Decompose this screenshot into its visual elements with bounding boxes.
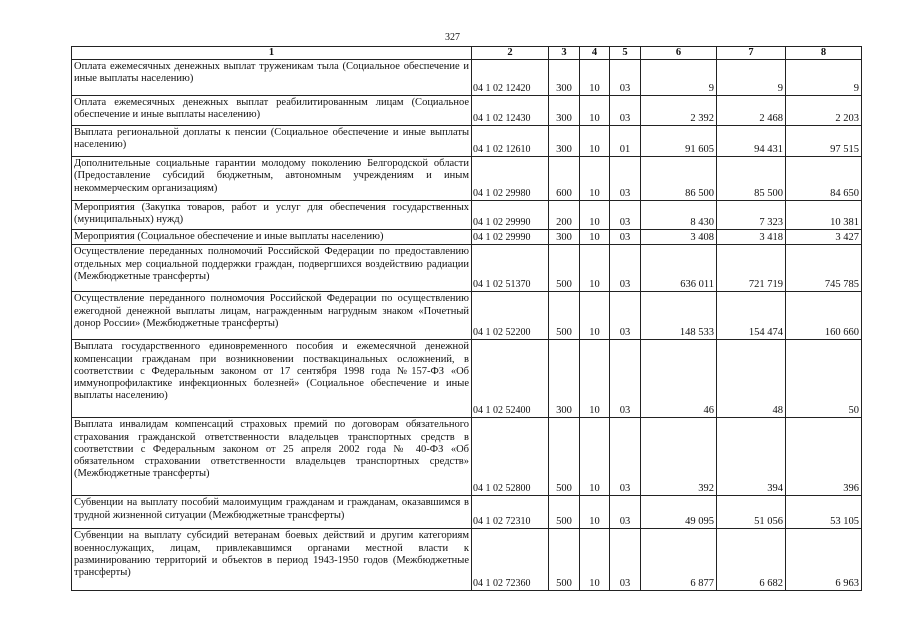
table-row	[72, 126, 862, 157]
row-rz: 10	[580, 418, 610, 496]
table-row	[72, 157, 862, 201]
row-year1: 9	[641, 60, 717, 96]
row-code: 04 1 02 29990	[472, 230, 549, 245]
row-code: 04 1 02 12420	[472, 60, 549, 96]
row-year2: 51 056	[717, 496, 786, 529]
row-code: 04 1 02 72310	[472, 496, 549, 529]
row-rz: 10	[580, 157, 610, 201]
header-col-4: 4	[580, 47, 610, 60]
row-year1: 86 500	[641, 157, 717, 201]
row-pr: 03	[610, 529, 641, 591]
row-year2: 394	[717, 418, 786, 496]
row-pr: 03	[610, 230, 641, 245]
row-year1: 2 392	[641, 96, 717, 126]
row-pr: 03	[610, 418, 641, 496]
row-pr: 03	[610, 245, 641, 292]
row-year2: 7 323	[717, 201, 786, 230]
table-row	[72, 292, 862, 340]
row-code: 04 1 02 72360	[472, 529, 549, 591]
row-year1: 91 605	[641, 126, 717, 157]
row-year3: 9	[786, 60, 862, 96]
row-code: 04 1 02 52200	[472, 292, 549, 340]
row-rz: 10	[580, 245, 610, 292]
row-code: 04 1 02 12610	[472, 126, 549, 157]
row-name: Выплата инвалидам компенсаций страховых премий по договорам обязательного страхования гражданской ответственности владельцев транспортных средств в соответствии с Федеральным законом от 25 апреля 2002 года № 40-ФЗ «Об обязательном страховании ответственности владельцев транспортных средств» (Межбюджетные трансферты)	[72, 418, 472, 496]
row-year2: 6 682	[717, 529, 786, 591]
row-code: 04 1 02 51370	[472, 245, 549, 292]
row-year1: 46	[641, 340, 717, 418]
row-vr: 200	[549, 201, 580, 230]
header-col-5: 5	[610, 47, 641, 60]
row-pr: 03	[610, 96, 641, 126]
row-pr: 03	[610, 60, 641, 96]
row-year2: 154 474	[717, 292, 786, 340]
row-vr: 300	[549, 230, 580, 245]
row-year1: 8 430	[641, 201, 717, 230]
row-year2: 94 431	[717, 126, 786, 157]
table-row	[72, 60, 862, 96]
row-vr: 500	[549, 292, 580, 340]
row-name: Выплата региональной доплаты к пенсии (Социальное обеспечение и иные выплаты населению)	[72, 126, 472, 157]
header-col-6: 6	[641, 47, 717, 60]
row-rz: 10	[580, 230, 610, 245]
table-row	[72, 529, 862, 591]
header-row	[72, 47, 862, 60]
header-col-3: 3	[549, 47, 580, 60]
table-row	[72, 201, 862, 230]
row-year3: 2 203	[786, 96, 862, 126]
row-year3: 50	[786, 340, 862, 418]
row-year3: 3 427	[786, 230, 862, 245]
table-row	[72, 496, 862, 529]
table-row	[72, 340, 862, 418]
row-year2: 721 719	[717, 245, 786, 292]
row-year1: 392	[641, 418, 717, 496]
row-name: Дополнительные социальные гарантии молодому поколению Белгородской области (Предоставление субсидий бюджетным, автономным учреждениям и иным некоммерческим организациям)	[72, 157, 472, 201]
row-rz: 10	[580, 496, 610, 529]
header-col-2: 2	[472, 47, 549, 60]
row-code: 04 1 02 29980	[472, 157, 549, 201]
header-col-7: 7	[717, 47, 786, 60]
header-col-1: 1	[72, 47, 472, 60]
row-rz: 10	[580, 292, 610, 340]
row-vr: 500	[549, 418, 580, 496]
row-rz: 10	[580, 60, 610, 96]
row-name: Оплата ежемесячных денежных выплат труженикам тыла (Социальное обеспечение и иные выплаты населению)	[72, 60, 472, 96]
row-pr: 03	[610, 496, 641, 529]
row-code: 04 1 02 52400	[472, 340, 549, 418]
row-name: Субвенции на выплату пособий малоимущим гражданам и гражданам, оказавшимся в трудной жизненной ситуации (Межбюджетные трансферты)	[72, 496, 472, 529]
row-rz: 10	[580, 96, 610, 126]
row-pr: 03	[610, 340, 641, 418]
row-name: Выплата государственного единовременного пособия и ежемесячной денежной компенсации гражданам при возникновении поствакцинальных осложнений, в соответствии с Федеральным законом от 17 сентября 1998 года №157-ФЗ «Об иммунопрофилактике инфекционных болезней» (Социальное обеспечение и иные выплаты населению)	[72, 340, 472, 418]
row-vr: 500	[549, 245, 580, 292]
page-number: 327	[445, 32, 460, 43]
row-year2: 48	[717, 340, 786, 418]
table-row	[72, 96, 862, 126]
row-vr: 500	[549, 529, 580, 591]
table-row	[72, 418, 862, 496]
row-rz: 10	[580, 126, 610, 157]
table-row	[72, 230, 862, 245]
row-name: Осуществление переданного полномочия Российской Федерации по осуществлению ежегодной денежной выплаты лицам, награжденным нагрудным знаком «Почетный донор России» (Межбюджетные трансферты)	[72, 292, 472, 340]
row-vr: 300	[549, 126, 580, 157]
header-col-8: 8	[786, 47, 862, 60]
row-year2: 3 418	[717, 230, 786, 245]
row-vr: 600	[549, 157, 580, 201]
row-year1: 148 533	[641, 292, 717, 340]
row-year3: 10 381	[786, 201, 862, 230]
row-name: Субвенции на выплату субсидий ветеранам боевых действий и другим категориям военнослужащих, лицам, привлекавшимся органами местной власти к разминированию территорий и объектов в период 1943-1950 годов (Межбюджетные трансферты)	[72, 529, 472, 591]
budget-table	[71, 46, 862, 591]
row-year3: 84 650	[786, 157, 862, 201]
row-pr: 03	[610, 157, 641, 201]
row-name: Осуществление переданных полномочий Российской Федерации по предоставлению отдельных мер социальной поддержки граждан, подвергшихся воздействию радиации (Межбюджетные трансферты)	[72, 245, 472, 292]
row-year3: 396	[786, 418, 862, 496]
row-name: Мероприятия (Закупка товаров, работ и услуг для обеспечения государственных (муниципальных) нужд)	[72, 201, 472, 230]
row-rz: 10	[580, 529, 610, 591]
row-year3: 745 785	[786, 245, 862, 292]
row-rz: 10	[580, 340, 610, 418]
table-row	[72, 245, 862, 292]
row-year3: 97 515	[786, 126, 862, 157]
row-year3: 53 105	[786, 496, 862, 529]
row-vr: 500	[549, 496, 580, 529]
row-vr: 300	[549, 60, 580, 96]
row-pr: 01	[610, 126, 641, 157]
row-year2: 9	[717, 60, 786, 96]
row-year1: 636 011	[641, 245, 717, 292]
row-code: 04 1 02 52800	[472, 418, 549, 496]
row-year1: 6 877	[641, 529, 717, 591]
row-year2: 85 500	[717, 157, 786, 201]
row-year3: 6 963	[786, 529, 862, 591]
row-rz: 10	[580, 201, 610, 230]
row-vr: 300	[549, 340, 580, 418]
row-name: Мероприятия (Социальное обеспечение и иные выплаты населению)	[72, 230, 472, 245]
row-name: Оплата ежемесячных денежных выплат реабилитированным лицам (Социальное обеспечение и иные выплаты населению)	[72, 96, 472, 126]
row-pr: 03	[610, 201, 641, 230]
row-year1: 3 408	[641, 230, 717, 245]
row-code: 04 1 02 12430	[472, 96, 549, 126]
row-code: 04 1 02 29990	[472, 201, 549, 230]
row-year2: 2 468	[717, 96, 786, 126]
row-vr: 300	[549, 96, 580, 126]
row-year3: 160 660	[786, 292, 862, 340]
row-pr: 03	[610, 292, 641, 340]
row-year1: 49 095	[641, 496, 717, 529]
